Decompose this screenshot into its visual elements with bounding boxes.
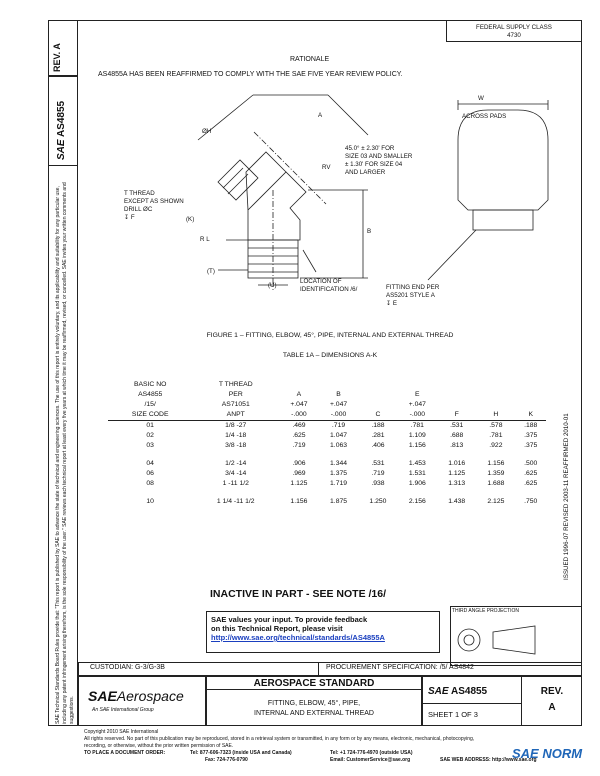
label-b: B — [367, 228, 372, 235]
order-label: TO PLACE A DOCUMENT ORDER: — [84, 750, 166, 756]
table-header-cell: A — [296, 391, 302, 398]
table-cell: 1.453 — [408, 460, 426, 467]
table-cell: 08 — [146, 480, 154, 487]
table-cell: 1.719 — [330, 480, 348, 487]
rev-vertical — [52, 43, 62, 72]
angle-note-line: ± 1.30' FOR SIZE 04 — [345, 161, 403, 168]
angle-note-line: 45.0° ± 2.30' FOR — [345, 145, 395, 152]
table-cell: 1.063 — [330, 442, 348, 449]
table-cell: 2.156 — [408, 498, 426, 505]
table-cell: 3/8 -18 — [225, 442, 247, 449]
rights-line-2: recording, or otherwise, without the prior written permission of SAE. — [84, 743, 234, 749]
logo-sub: An SAE International Group — [92, 707, 154, 713]
revision-dates: ISSUED 1996-07 REVISED 2003-11 REAFFIRMED 2010-01 — [563, 413, 570, 580]
table-cell: .719 — [371, 470, 385, 477]
table-cell: 1.109 — [408, 432, 426, 439]
fitting-end-line: AS5201 STYLE A — [386, 292, 435, 299]
description-line-1: FITTING, ELBOW, 45°, PIPE, — [267, 700, 361, 707]
label-u: (U) — [268, 282, 277, 289]
standard-title: AEROSPACE STANDARD — [253, 678, 375, 689]
table-cell: 1.156 — [290, 498, 308, 505]
table-header-row — [108, 390, 546, 400]
feedback-link[interactable]: http://www.sae.org/technical/standards/AS4855A — [211, 633, 385, 642]
procurement: PROCUREMENT SPECIFICATION: /5/ AS4842 — [326, 664, 474, 671]
logo-aerospace: Aerospace — [116, 688, 184, 704]
table-header-cell — [515, 400, 546, 410]
description-line-2: INTERNAL AND EXTERNAL THREAD — [254, 710, 374, 717]
table-cell: 10 — [146, 498, 154, 505]
table-header-cell — [476, 390, 515, 400]
fitting-end-note — [386, 284, 439, 308]
table-header-cell: C — [375, 411, 381, 418]
table-header-cell: SIZE CODE — [131, 411, 169, 418]
logo-sae: SAE — [88, 688, 117, 704]
copyright: Copyright 2010 SAE International — [84, 729, 159, 735]
table-cell: 1.250 — [369, 498, 387, 505]
table-cell: .188 — [371, 422, 385, 429]
table-cell: 1.125 — [448, 470, 466, 477]
table-cell: .750 — [524, 498, 538, 505]
table-cell: .813 — [450, 442, 464, 449]
sae-logo-small: SAE — [56, 139, 67, 160]
doc-id: AS4855 — [56, 100, 67, 138]
table-spacer-cell — [108, 451, 546, 459]
table-header-cell: AS4855 — [138, 391, 163, 398]
table-cell: .188 — [524, 422, 538, 429]
custodian: CUSTODIAN: G-3/G-3B — [90, 664, 165, 671]
table-cell: 06 — [146, 470, 154, 477]
table-header-cell: PER — [228, 391, 243, 398]
elbow-body-shape — [248, 172, 306, 240]
table-cell: .719 — [331, 422, 346, 429]
feedback-text — [211, 615, 385, 642]
table-row — [108, 431, 546, 441]
table-cell: .500 — [524, 460, 538, 467]
table-spacer-row — [108, 451, 546, 459]
t-thread-line: ↧ F — [124, 214, 135, 221]
table-cell: .469 — [292, 422, 306, 429]
table-header-cell: E — [415, 391, 420, 398]
table-cell: 1.375 — [330, 470, 348, 477]
table-cell: .578 — [489, 422, 503, 429]
inactive-notice: INACTIVE IN PART - SEE NOTE /16/ — [210, 588, 386, 600]
angle-note-line: AND LARGER — [345, 169, 386, 176]
table-header-cell — [515, 380, 546, 390]
location-line: LOCATION OF — [300, 278, 342, 285]
table-cell: .938 — [371, 480, 385, 487]
table-header-cell: B — [336, 391, 341, 398]
table-cell: 1/4 -18 — [225, 432, 247, 439]
table-cell: .625 — [292, 432, 306, 439]
rationale-text: AS4855A HAS BEEN REAFFIRMED TO COMPLY WITH THE SAE FIVE YEAR REVIEW POLICY. — [98, 71, 403, 78]
table-header-cell: K — [528, 411, 533, 418]
feedback-line-2: on this Technical Report, please visit — [211, 624, 343, 633]
label-rl: R L — [200, 236, 210, 243]
fsc-value: 4730 — [507, 32, 521, 39]
doc-id-title: AS4855 — [450, 686, 488, 697]
table-header-cell — [358, 400, 397, 410]
table-header-cell — [437, 400, 476, 410]
projection-label: THIRD ANGLE PROJECTION — [452, 608, 519, 614]
fax: Fax: 724-776-0790 — [205, 757, 248, 763]
table-cell: .281 — [371, 432, 385, 439]
rev-value-block: A — [548, 702, 556, 713]
table-header-cell: +.047 — [329, 401, 348, 408]
t-thread-line: EXCEPT AS SHOWN — [124, 198, 184, 205]
table-row — [108, 441, 546, 451]
table-cell: 1.688 — [487, 480, 505, 487]
doc-id-block — [428, 686, 487, 697]
t-thread-note — [124, 190, 184, 222]
table-cell: 1.875 — [330, 498, 348, 505]
table-row — [108, 479, 546, 489]
table-cell: .531 — [450, 422, 464, 429]
table-cell: 03 — [146, 442, 154, 449]
table-cell: 1.313 — [448, 480, 466, 487]
table-header-cell: ANPT — [226, 411, 245, 418]
table-cell: 1.156 — [487, 460, 505, 467]
table-header-cell: -.000 — [409, 411, 426, 418]
rev-label: REV. — [52, 51, 62, 72]
location-note — [300, 278, 357, 294]
table-header-cell: H — [493, 411, 499, 418]
table-cell: 1.125 — [290, 480, 308, 487]
rev-label-block: REV. — [540, 686, 564, 697]
table-cell: .375 — [524, 432, 538, 439]
table-cell: 1/8 -27 — [225, 422, 247, 429]
table-header-cell: +.047 — [408, 401, 426, 408]
table-cell: .719 — [292, 442, 306, 449]
table-cell: 1.344 — [330, 460, 348, 467]
table-cell: 2.125 — [487, 498, 505, 505]
table-row — [108, 497, 546, 507]
sae-aerospace-logo — [88, 688, 184, 704]
table-cell: .531 — [371, 460, 385, 467]
table-header-cell: F — [454, 411, 459, 418]
table-row — [108, 459, 546, 469]
fsc-label: FEDERAL SUPPLY CLASS — [476, 24, 552, 31]
table-header-cell — [437, 380, 476, 390]
table-cell: .375 — [524, 442, 538, 449]
table-title: TABLE 1A – DIMENSIONS A-K — [282, 352, 378, 359]
fitting-end-line: ↧ E — [386, 300, 398, 307]
table-cell: 1 -11 1/2 — [222, 480, 249, 487]
table-cell: .969 — [292, 470, 306, 477]
table-header-row — [108, 400, 546, 410]
table-cell: 1.359 — [487, 470, 505, 477]
table-header-cell — [515, 390, 546, 400]
table-spacer-row — [108, 489, 546, 497]
table-cell: .906 — [292, 460, 306, 467]
table-header-cell — [398, 380, 438, 390]
table-header-cell — [319, 380, 359, 390]
table-cell: .625 — [524, 470, 538, 477]
label-w: W — [478, 95, 484, 102]
table-cell: 1.531 — [408, 470, 426, 477]
figure-caption: FIGURE 1 – FITTING, ELBOW, 45°, PIPE, INTERNAL AND EXTERNAL THREAD — [206, 332, 454, 339]
table-spacer-cell — [108, 489, 546, 497]
table-cell: .406 — [371, 442, 385, 449]
table-header-cell: /15/ — [144, 401, 156, 408]
rev-value: A — [52, 43, 62, 50]
elbow-upper-shape — [246, 152, 286, 210]
rights-line-1: All rights reserved. No part of this publication may be reproduced, stored in a retrieval system or transmitted, in any form or by any means, electronic, mechanical, photocopying, — [84, 736, 475, 742]
table-header-row — [108, 410, 546, 421]
tel-1: Tel: 877-606-7323 (inside USA and Canada) — [190, 750, 292, 756]
legal-text: SAE Technical Standards Board Rules provide that: "This report is published by SAE to advance the state of technical and engineering sciences. The use of this report is entirely voluntary, and its applicability and suitability for any particular use, including any patent infringement arising therefrom, is the sole responsibility of the user." SAE reviews each technical report at least every five years at which time it may be reaffirmed, revised, or cancelled. SAE invites your written comments and suggestions. — [55, 182, 75, 724]
dimensions-table — [108, 380, 546, 507]
label-t: (T) — [207, 268, 215, 275]
label-k: (K) — [186, 216, 195, 223]
table-cell: 1.156 — [408, 442, 426, 449]
feedback-line-1: SAE values your input. To provide feedback — [211, 615, 368, 624]
fitting-end-line: FITTING END PER — [386, 284, 440, 291]
table-cell: .781 — [489, 432, 503, 439]
table-header-row — [108, 380, 546, 390]
doc-sae: SAE — [428, 686, 449, 697]
table-header-cell: -.000 — [330, 411, 347, 418]
table-row — [108, 469, 546, 479]
table-cell: 04 — [146, 460, 154, 467]
table-cell: 1.016 — [448, 460, 466, 467]
angle-note-line: SIZE 03 AND SMALLER — [345, 153, 413, 160]
label-across-pads: ACROSS PADS — [462, 113, 507, 120]
table-header-cell — [358, 390, 397, 400]
projection-symbol — [455, 620, 575, 660]
table-header-cell: +.047 — [290, 401, 308, 408]
table-header-cell: -.000 — [291, 411, 307, 418]
table-cell: .688 — [450, 432, 464, 439]
rationale-title: RATIONALE — [290, 56, 330, 63]
table-header-cell: BASIC NO — [133, 381, 167, 388]
label-dia-h: ØH — [202, 128, 212, 135]
angle-note — [345, 145, 412, 177]
table-cell: 3/4 -14 — [225, 470, 247, 477]
doc-id-vertical — [56, 101, 67, 160]
table-header-cell — [476, 400, 515, 410]
sae-norm-watermark: SAE NORM — [512, 746, 583, 761]
t-thread-line: DRILL ØC — [124, 206, 153, 213]
t-thread-line: T THREAD — [124, 190, 155, 197]
table-header-cell: T THREAD — [218, 381, 253, 388]
table-cell: 1.047 — [330, 432, 348, 439]
email: Email: CustomerService@sae.org — [330, 757, 411, 763]
table-cell: 01 — [146, 422, 154, 429]
table-cell: .781 — [410, 422, 424, 429]
label-a: A — [318, 112, 323, 119]
table-header-cell — [358, 380, 397, 390]
table-cell: 1/2 -14 — [225, 460, 247, 467]
table-cell: .625 — [524, 480, 538, 487]
table-header-cell: AS71051 — [221, 401, 250, 408]
web-address: SAE WEB ADDRESS: http://www.sae.org — [440, 757, 537, 763]
location-line: IDENTIFICATION /6/ — [300, 286, 358, 293]
label-rv: RV — [322, 164, 331, 171]
table-header-cell — [437, 390, 476, 400]
table-header-cell — [476, 380, 515, 390]
table-cell: .922 — [489, 442, 503, 449]
tel-2: Tel: +1 724-776-4970 (outside USA) — [330, 750, 413, 756]
table-cell: 1.906 — [408, 480, 426, 487]
table-row — [108, 421, 546, 432]
table-cell: 02 — [146, 432, 154, 439]
table-cell: 1.438 — [448, 498, 466, 505]
table-header-cell — [279, 380, 319, 390]
table-cell: 1 1/4 -11 1/2 — [216, 498, 255, 505]
sheet-number: SHEET 1 OF 3 — [428, 710, 478, 719]
